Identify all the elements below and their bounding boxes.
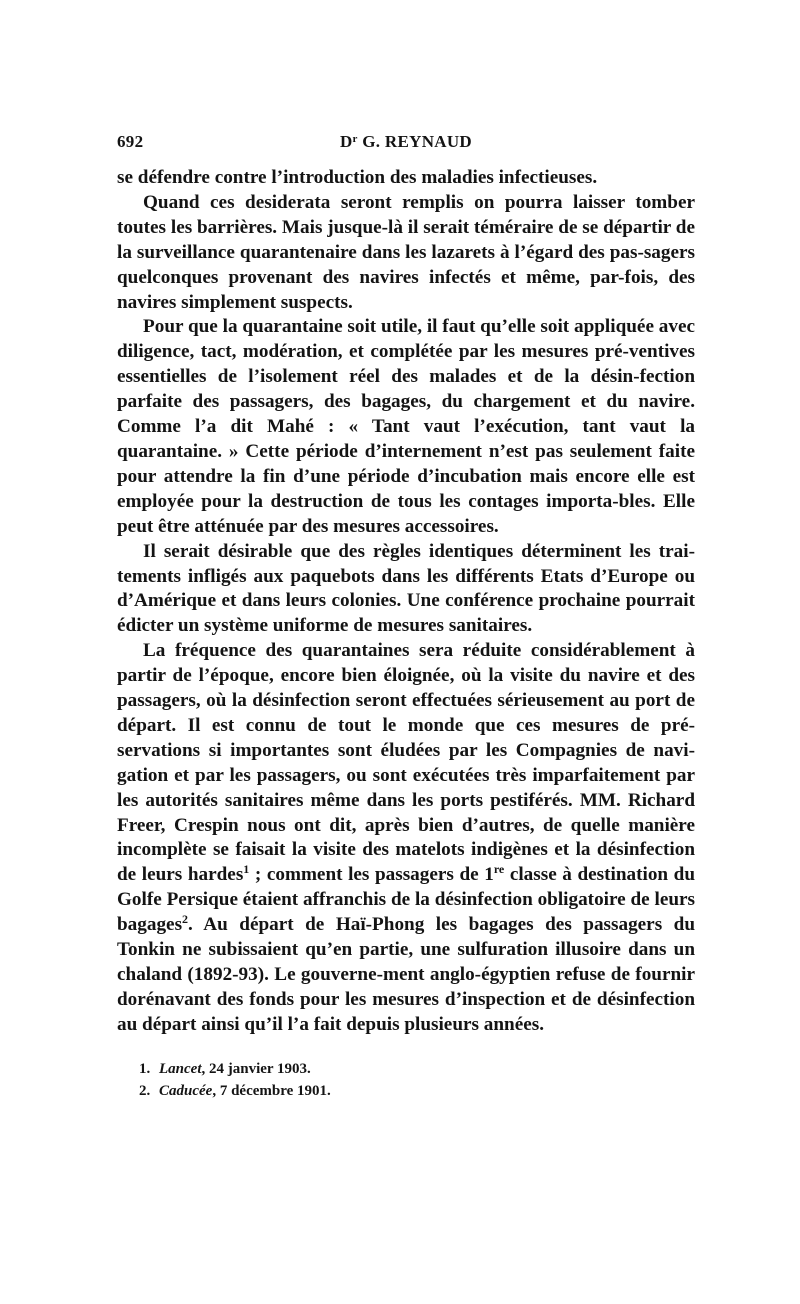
footnote-detail: , 7 décembre 1901. [212, 1082, 331, 1099]
footnote-1 [139, 1058, 695, 1080]
book-page [117, 132, 695, 1102]
running-head [117, 132, 695, 166]
page-number: 692 [117, 132, 144, 151]
footnote-source: Lancet [159, 1060, 202, 1077]
author-prefix-sup: r [352, 133, 358, 145]
paragraph-5-part-2: ; comment les passagers de 1 [249, 864, 494, 886]
footnote-detail: , 24 janvier 1903. [201, 1060, 311, 1077]
footnote-2 [139, 1080, 695, 1102]
paragraph-2: Quand ces desiderata seront remplis on pourra laisser tomber toutes les barrières. Mais jusque-là il serait téméraire de se départir de la surveillance quarantenaire dans les lazarets à l’égard des pas-sagers quelconques provenant des navires infectés et même, par-fois, des navires simplement suspects. [117, 191, 695, 313]
footnote-source: Caducée [159, 1082, 213, 1099]
author-name: G. REYNAUD [357, 132, 473, 151]
paragraph-3: Pour que la quarantaine soit utile, il faut qu’elle soit appliquée avec diligence, tact, modération, et complétée par les mesures pré-ventives essentielles de l’isolement réel des malades et de la désin-fection parfaite des passagers, des bagages, du chargement et du navire. Comme l’a dit Mahé : « Tant vaut l’exécution, tant vaut la quarantaine. » Cette période d’internement n’est pas seulement faite pour attendre la fin d’une période d’incubation mais encore elle est employée pour la destruction de tous les contages importa-bles. Elle peut être atténuée par des mesures accessoires. [117, 316, 695, 537]
paragraph-4: Il serait désirable que des règles identiques déterminent les trai-tements infligés aux paquebots dans les différents Etats d’Europe ou d’Amérique et dans leurs colonies. Une conférence prochaine pourrait édicter un système uniforme de mesures sanitaires. [117, 540, 695, 637]
paragraph-5-part-3: classe à destination du Golfe Persique étaient affranchis de la désinfection obligatoire de leurs bagages [117, 864, 696, 936]
paragraph-5 [117, 639, 695, 1038]
author-heading [117, 132, 695, 152]
footnotes [117, 1058, 695, 1102]
ordinal-superscript: re [493, 862, 505, 877]
footnote-ref-1[interactable]: 1 [243, 862, 250, 877]
paragraph-1: se défendre contre l’introduction des maladies infectieuses. [117, 167, 598, 188]
footnote-number: 1. [139, 1060, 151, 1077]
footnote-number: 2. [139, 1082, 151, 1099]
author-prefix: D [339, 132, 353, 151]
footnote-ref-2[interactable]: 2 [182, 912, 189, 927]
paragraph-5-part-1: La fréquence des quarantaines sera réduite considérablement à partir de l’époque, encore bien éloignée, où la visite du navire et des passagers, où la désinfection seront effectuées sérieusement au port de départ. Il est connu de tout le monde que ces mesures de pré-servations si importantes sont éludées par les Compagnies de navi-gation et par les passagers, ou sont exécutées très imparfaitement par les autorités sanitaires même dans les ports pestiférés. MM. Richard Freer, Crespin nous ont dit, après bien d’autres, de quelle manière incomplète se faisait la visite des matelots indigènes et la désinfection de leurs hardes [117, 640, 695, 886]
paragraph-5-part-4: . Au départ de Haï-Phong les bagages des passagers du Tonkin ne subissaient qu’en partie, une sulfuration illusoire dans un chaland (1892-93). Le gouverne-ment anglo-égyptien refuse de fournir dorénavant des fonds pour les mesures d’inspection et de désinfection au départ ainsi qu’il l’a fait depuis plusieurs années. [117, 914, 695, 1035]
body-text [117, 166, 695, 1038]
